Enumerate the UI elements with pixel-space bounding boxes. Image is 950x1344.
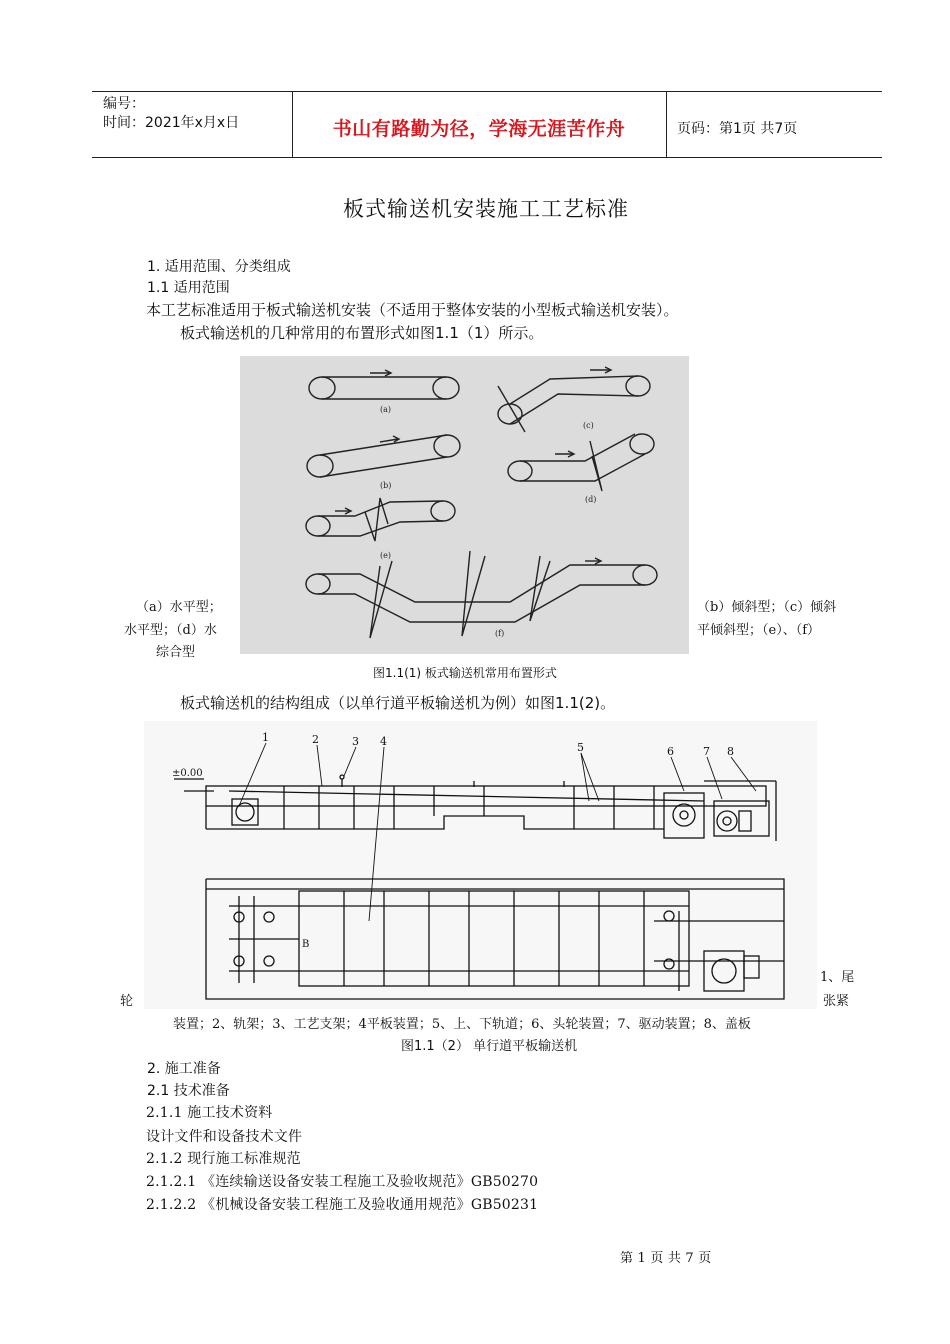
- layout-b-incline: [307, 435, 460, 477]
- section-heading-1: 1. 适用范围、分类组成: [147, 259, 291, 275]
- fig1-label-b: (b): [380, 481, 392, 490]
- figure-single-lane-conveyor-drawing: [144, 721, 817, 1009]
- figure-layout-forms-drawing: [240, 356, 689, 654]
- fig2-caption: 图1.1（2） 单行道平板输送机: [401, 1039, 578, 1054]
- page-footer: 第 1 页 共 7 页: [620, 1251, 712, 1266]
- fig2-side-left: 轮: [120, 994, 134, 1009]
- fig2-letter-b: B: [302, 939, 310, 950]
- fig1-side-right-1: （b）倾斜型；（c）倾斜: [697, 600, 837, 615]
- section-2-1-1: 2.1.1 施工技术资料: [146, 1105, 273, 1121]
- header-motto: 书山有路勤为径，学海无涯苦作舟: [332, 118, 626, 140]
- header-page-label: 页码：第1页 共7页: [677, 121, 798, 137]
- fig1-caption: 图1.1(1) 板式输送机常用布置形式: [373, 666, 557, 680]
- fig1-side-left-2: 水平型；（d）水: [124, 623, 217, 638]
- header-top-rule: [92, 91, 882, 92]
- layout-d-incline: [508, 434, 654, 491]
- fig1-intro: 板式输送机的几种常用的布置形式如图1.1（1）所示。: [180, 324, 544, 342]
- layout-a-horizontal: [309, 370, 459, 399]
- callout-2: 2: [312, 733, 319, 746]
- plan-view: [206, 879, 784, 999]
- section-heading-1-1: 1.1 适用范围: [147, 280, 230, 296]
- fig1-side-left-1: （a）水平型；: [136, 600, 222, 615]
- standard-gb50270: 2.1.2.1 《连续输送设备安装工程施工及验收规范》GB50270: [146, 1174, 539, 1190]
- fig2-intro: 板式输送机的结构组成（以单行道平板输送机为例）如图1.1(2)。: [180, 694, 616, 712]
- section-heading-2-1: 2.1 技术准备: [147, 1083, 230, 1099]
- fig2-elevation-label: ±0.00: [172, 768, 203, 779]
- layout-e-combined: [306, 498, 455, 541]
- header-code-label: 编号：: [103, 96, 145, 112]
- layout-f-combined: [306, 551, 657, 638]
- header-bottom-rule: [92, 157, 882, 158]
- header-time-label: 时间：2021年x月x日: [103, 115, 240, 131]
- header-divider-right: [666, 91, 667, 157]
- fig1-side-left-3: 综合型: [156, 645, 196, 660]
- callout-leaders: [239, 743, 756, 921]
- fig1-label-c: (c): [583, 421, 594, 430]
- fig2-legend: 装置；2、轨架；3、工艺支架；4平板装置；5、上、下轨道；6、头轮装置；7、驱动装置；8、盖板: [173, 1017, 751, 1032]
- elevation-view: [174, 775, 776, 841]
- callout-6: 6: [667, 745, 674, 758]
- section-heading-2: 2. 施工准备: [147, 1061, 221, 1077]
- fig1-side-right-2: 平倾斜型；（e）、（f）: [697, 623, 821, 638]
- callout-8: 8: [727, 745, 734, 758]
- standard-gb50231: 2.1.2.2 《机械设备安装工程施工及验收通用规范》GB50231: [146, 1197, 539, 1213]
- document-title: 板式输送机安装施工工艺标准: [343, 197, 629, 221]
- figure-single-lane-conveyor: [144, 721, 817, 1009]
- layout-c-incline: [498, 367, 650, 432]
- section-2-1-2: 2.1.2 现行施工标准规范: [146, 1151, 301, 1167]
- fig1-label-f: (f): [495, 629, 505, 638]
- fig2-side-right-1: 1、尾: [820, 970, 855, 985]
- callout-7: 7: [703, 745, 710, 758]
- section-2-1-1-body: 设计文件和设备技术文件: [146, 1129, 303, 1145]
- callout-4: 4: [380, 735, 387, 748]
- fig1-label-d: (d): [585, 495, 597, 504]
- fig1-label-a: (a): [380, 405, 392, 414]
- figure-layout-forms: [240, 356, 689, 654]
- scope-paragraph: 本工艺标准适用于板式输送机安装（不适用于整体安装的小型板式输送机安装）。: [146, 301, 679, 319]
- callout-3: 3: [352, 735, 359, 748]
- fig1-label-e: (e): [380, 551, 391, 560]
- callout-5: 5: [577, 741, 584, 754]
- callout-1: 1: [262, 731, 269, 744]
- fig2-side-right-2: 张紧: [823, 994, 850, 1009]
